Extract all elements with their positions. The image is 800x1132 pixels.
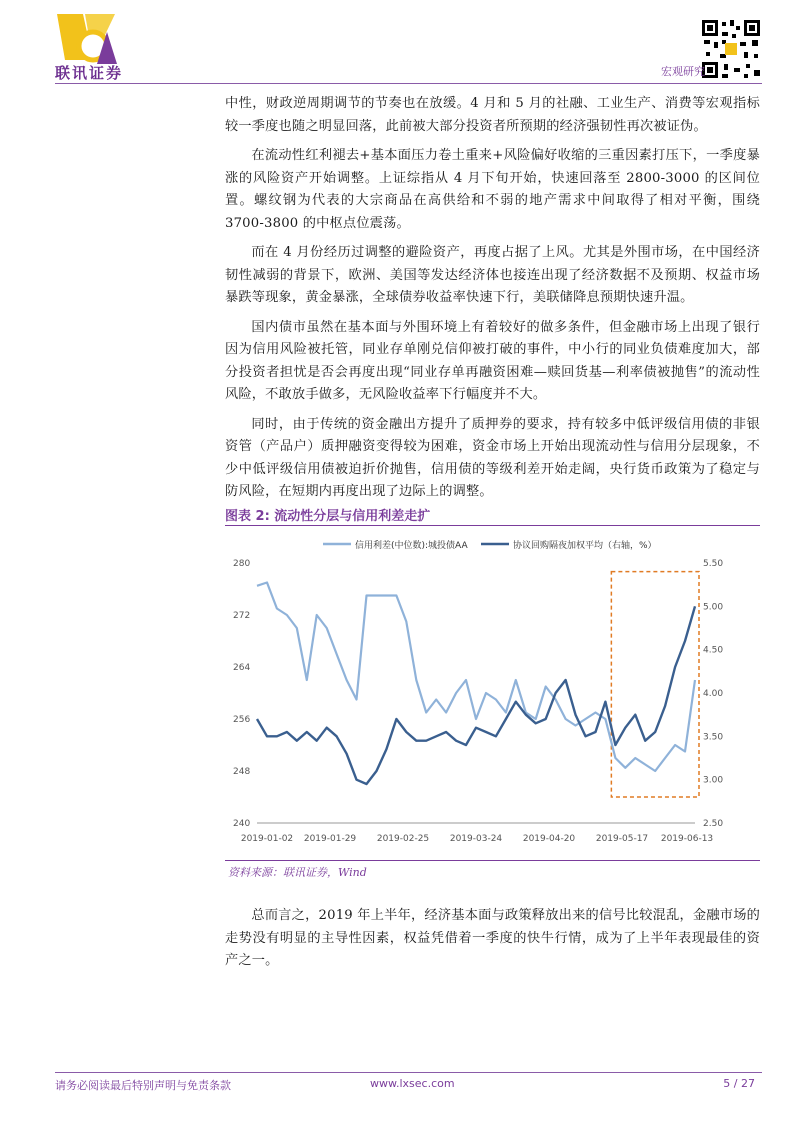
y-right-tick-label: 3.50 <box>703 732 724 743</box>
footer-divider <box>55 1072 762 1073</box>
page-number: 5 / 27 <box>723 1077 755 1090</box>
x-tick-label: 2019-04-20 <box>522 834 576 844</box>
y-left-tick-label: 272 <box>233 611 251 621</box>
y-left-tick-label: 248 <box>233 767 251 777</box>
paragraph: 总而言之，2019 年上半年，经济基本面与政策释放出来的信号比较混乱，金融市场的走势没有明显的主导性因素，权益凭借着一季度的快牛行情，成为了上半年表现最佳的资产之一。 <box>225 908 760 968</box>
figure-top-rule <box>225 525 760 526</box>
x-tick-label: 2019-05-17 <box>595 834 649 844</box>
x-tick-label: 2019-01-02 <box>240 834 294 844</box>
y-right-tick-label: 4.00 <box>703 689 724 699</box>
section-label: 宏观研究 <box>661 65 705 78</box>
body-text-top <box>225 93 760 511</box>
footer-disclaimer: 请务必阅读最后特别声明与免责条款 <box>55 1079 231 1092</box>
header-divider <box>55 83 762 84</box>
y-left-tick-label: 256 <box>233 715 251 725</box>
legend-label-credit-spread: 信用利差(中位数):城投债AA <box>355 541 468 551</box>
logo-text: 联讯证券 <box>55 64 124 82</box>
qr-code-icon <box>700 18 762 80</box>
y-right-tick-label: 5.50 <box>703 559 724 569</box>
figure-source: 资料来源：联讯证券，Wind <box>228 866 367 879</box>
paragraph: 而在 4 月份经历过调整的避险资产，再度占据了上风。尤其是外围市场，在中国经济韧性减弱的背景下，欧洲、美国等发达经济体也接连出现了经济数据不及预期、权益市场暴跌等现象，黄金暴涨，全球债券收益率快速下行，美联储降息预期快速升温。 <box>225 245 760 305</box>
x-tick-label: 2019-06-13 <box>660 834 714 844</box>
x-tick-label: 2019-03-24 <box>449 834 503 844</box>
y-right-tick-label: 2.50 <box>703 819 724 829</box>
y-left-tick-label: 264 <box>233 663 251 673</box>
paragraph: 中性，财政逆周期调节的节奏也在放缓。4 月和 5 月的社融、工业生产、消费等宏观指标较一季度也随之明显回落，此前被大部分投资者所预期的经济强韧性再次被证伪。 <box>225 96 760 134</box>
figure-title: 图表 2: 流动性分层与信用利差走扩 <box>225 509 431 524</box>
y-right-tick-label: 5.00 <box>703 602 724 613</box>
paragraph: 国内债市虽然在基本面与外围环境上有着较好的做多条件，但金融市场上出现了银行因为信用风险被托管，同业存单刚兑信仰被打破的事件，中小行的同业负债难度加大，部分投资者担忧是否会再度出现“同业存单再融资困难—赎回货基—利率债被抛售”的流动性风险，不敢放手做多，无风险收益率下行幅度并不大。 <box>225 319 760 402</box>
legend-label-repo-rate: 协议回购隔夜加权平均（右轴，%） <box>513 541 657 551</box>
paragraph: 在流动性红利褪去+基本面压力卷土重来+风险偏好收缩的三重因素打压下，一季度暴涨的风险资产开始调整。上证综指从 4 月下旬开始，快速回落至 2800-3000 的区间位置。螺纹钢为代表的大宗商品在高供给和不弱的地产需求中间取得了相对平衡，围绕 3700-3800 的中枢点位震荡。 <box>225 148 760 231</box>
y-right-tick-label: 4.50 <box>703 645 724 656</box>
body-text-bottom <box>225 905 760 980</box>
footer-website: www.lxsec.com <box>370 1077 455 1090</box>
y-left-tick-label: 280 <box>233 559 251 569</box>
line-chart <box>225 530 735 858</box>
x-tick-label: 2019-01-29 <box>303 834 357 844</box>
paragraph: 同时，由于传统的资金融出方提升了质押券的要求，持有较多中低评级信用债的非银资管（产品户）质押融资变得较为困难，资金市场上开始出现流动性与信用分层现象，不少中低评级信用债被迫折价抛售，信用债的等级利差开始走阔，央行货币政策为了稳定与防风险，在短期内再度出现了边际上的调整。 <box>225 416 760 499</box>
y-left-tick-label: 240 <box>233 819 251 829</box>
y-right-tick-label: 3.00 <box>703 775 724 786</box>
figure-bottom-rule <box>225 860 760 861</box>
x-tick-label: 2019-02-25 <box>376 834 430 844</box>
